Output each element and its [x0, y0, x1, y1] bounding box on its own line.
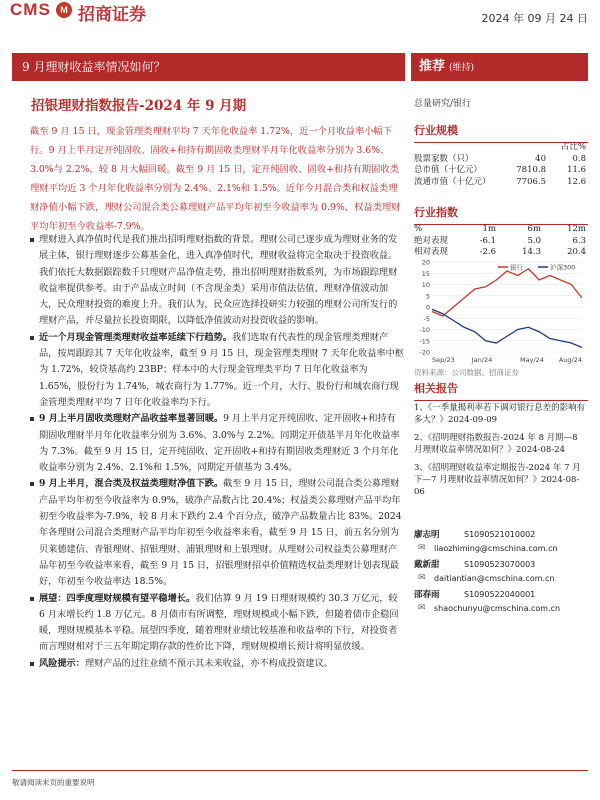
index-chart	[414, 258, 586, 366]
perf-header: % 1m 6m 12m	[414, 224, 586, 234]
analyst-name: 戴新甜	[414, 560, 440, 570]
x-tick-label: May/24	[520, 356, 544, 364]
footer-divider	[12, 770, 588, 771]
analyst-email[interactable]: ✉ daitiantian@cmschina.com.cn	[414, 572, 586, 585]
series-line-1	[432, 309, 582, 347]
analyst-entry	[414, 588, 586, 615]
paragraph-text: 截至 9 月 15 日，理财公司混合类公募理财产品平均年初至今收益率为 0.9%，破净产品数占比 20.4%；权益类公募理财产品平均年初至今收益率为-7.9%，较 8 月末下跌约 2.4 个百分点，破净产品数量占比 83%。2024 年各理财公司混合类理财产品平均年初至今收益率来看，截至 9 月 15 日，前五名分别为贝莱德建信、青银理财、招银理财、浦银理财和上银理财。从理财公司权益类公募理财产品年初至今收益率来看，截至 9 月 15 日，招银理财招卓价值精选权益类理财计划表现最好，年初至今收益率达 18.5%。	[39, 478, 402, 588]
body-paragraph	[30, 330, 404, 411]
legend-label: 沪深300	[550, 263, 576, 272]
analysts	[414, 528, 586, 618]
perf-title: 行业指数	[414, 204, 588, 225]
analyst-license: S1090521010002	[464, 530, 536, 539]
y-tick-label: 0	[425, 303, 430, 312]
related-report-link[interactable]: 2、《招明理财指数报告-2024 年 8 月期—8 月理财收益率情况如何？》2024-08-24	[414, 433, 578, 455]
industry-label: 总量研究/银行	[414, 99, 472, 109]
paragraph-text: 理财产品的过往业绩不预示其未来收益，亦不构成投资建议。	[84, 657, 333, 669]
paragraph-lead: 9 月上半月，混合类及权益类理财净值下跌。	[39, 478, 224, 490]
logo-en: CMS	[10, 0, 51, 19]
logo-cn: 招商证券	[78, 5, 146, 25]
paragraph-text: 我们估算 9 月 19 日理财规模约 30.3 万亿元，较 6 月末增长约 1.8 万亿元。8 月债市有所调整，理财规模或小幅下跌，但随着债市企稳回暖，理财规模基本平稳。展望四季度，随着理财业绩比较基准和收益率的下行，对投资者而言理财相对于三五年期定期存款的性价比下降，理财规模增长预计将明显放缓。	[39, 592, 399, 653]
paragraph-lead: 展望：四季度理财规模有望平稳增长。	[39, 592, 196, 604]
paragraph-lead: 风险提示：	[39, 657, 85, 669]
x-tick-label: Sep/23	[432, 356, 455, 364]
body-paragraph	[30, 232, 404, 330]
analyst-name: 廖志明	[414, 530, 440, 540]
analyst-entry	[414, 558, 586, 585]
x-tick-label: Jan/24	[471, 356, 493, 364]
y-tick-label: 10	[421, 281, 430, 289]
scale-col-header: 占比%	[560, 142, 586, 152]
summary: 截至 9 月 15 日，现金管理类理财平均 7 天年化收益率 1.72%，近一个月收益率小幅下行。9 月上半月定开纯固收、固收+和持有期固收类理财半月年化收益率分别为 3.6%、3.0%与 2.2%，较 8 月大幅回暖。截至 9 月 15 日，定开纯固收、固收+和持有期固收类理财平均近 3 个月年化收益率分别为 2.4%、2.1%和 1.5%。近年今月混合类和权益类理财净值小幅下跌，理财公司混合类公募理财产品平均年初至今收益率为 0.9%，权益类理财平均年初至今收益率-7.9%。	[30, 126, 401, 232]
scale-table	[414, 142, 586, 188]
scale-row: 股票家数（只） 40 0.8	[414, 153, 586, 164]
paragraph-lead: 9 月上半月固收类理财产品收益率显著回暖。	[39, 413, 224, 425]
body-paragraph	[30, 476, 404, 590]
paragraph-text: 理财进入真净值时代是我们推出招明理财指数的背景。理财公司已逐步成为理财业务的发展主体，银行理财逐步公募基金化，进入真净值时代，理财收益将完全取决于投资收益。我们依托大数据跟踪数千只理财产品净值走势，推出招明理财指数系列，为市场跟踪理财收益率提供参考。由于产品成立时间（不含现金类）采用市值法估值，理财净值波动加大，民众理财投资的难度上升。我们认为，民众应选择投研实力较强的理财公司所发行的理财产品，并尽量拉长投资期限，以降低净值波动对投资收益的影响。	[39, 234, 398, 327]
perf-row: 相对表现 -2.6 14.3 20.4	[414, 247, 586, 257]
rating-banner	[411, 53, 588, 81]
rating-sub: (维持)	[449, 63, 475, 73]
analyst-email[interactable]: ✉ liaozhiming@cmschina.com.cn	[414, 542, 586, 555]
related-report-link[interactable]: 1、《一季量揭利率若下调对银行息差的影响有多大？》2024-09-09	[414, 403, 586, 425]
analyst-license: S1090522040001	[464, 590, 536, 599]
header	[0, 0, 600, 42]
rating-label: 推荐	[419, 59, 446, 74]
scale-row: 流通市值（十亿元） 7706.5 12.6	[414, 176, 586, 187]
y-tick-label: 15	[421, 269, 430, 278]
report-title: 招银理财指数报告-2024 年 9 月期	[31, 98, 247, 114]
question-banner: 9 月理财收益率情况如何？	[12, 53, 405, 81]
footer-note: 敬请阅读末页的重要说明	[12, 778, 95, 787]
analyst-name: 邵春雨	[414, 590, 440, 600]
analyst-license: S1090523070003	[464, 560, 536, 569]
related-report-link[interactable]: 3、《招明理财收益率定期报告-2024 年 7 月下—7 月理财收益率情况如何？》2024-08-06	[414, 463, 581, 497]
legend-label: 银行	[510, 263, 523, 272]
series-line-0	[432, 269, 582, 316]
chart-source: 资料来源：公司数据、招商证券	[414, 368, 519, 377]
x-tick-label: Aug/24	[558, 356, 582, 364]
scale-title: 行业规模	[414, 122, 588, 143]
report-date: 2024 年 09 月 24 日	[481, 12, 588, 25]
analyst-email[interactable]: ✉ shaochunyu@cmschina.com.cn	[414, 602, 586, 615]
scale-row: 总市值（十亿元） 7810.8 11.6	[414, 165, 586, 175]
logo-mark: M	[56, 2, 72, 18]
body-paragraph	[30, 656, 404, 672]
paragraph-text: 我们选取有代表性的现金管理类理财产品，按周跟踪其 7 天年化收益率，截至 9 月 15 日，现金管理类理财 7 天年化收益率中枢为 1.72%，较贷基高约 23BP；样本中的大行现金管理类平均 7 日年化收益率为 1.65%，股份行为 1.74%，城农商行为 1.77%。近一个月，大行、股份行和城农商行现金管理类理财平均 7 日年化收益率均下行。	[39, 331, 404, 408]
y-tick-label: -5	[423, 314, 430, 323]
related-title: 相关报告	[414, 380, 588, 401]
body-text	[30, 232, 404, 672]
y-tick-label: -10	[419, 326, 430, 334]
body-paragraph	[30, 591, 404, 656]
paragraph-text: 9 月上半月定开纯固收、定开固收+和持有期固收理财半月年化收益率分别为 3.6%、3.0%与 2.2%。同期定开债基半月年化收益率为 7.3%。截至 9 月 15 日，定开纯固收、定开固收+和持有期固收类理财近 3 个月年化收益率分别为 2.4%、2.1%和 1.5%，同期定开债基为 3.4%。	[39, 413, 400, 474]
related-reports	[414, 402, 586, 504]
paragraph-lead: 近一个月现金管理类理财收益率延续下行趋势。	[39, 331, 232, 343]
analyst-entry	[414, 528, 586, 555]
body-paragraph	[30, 411, 404, 476]
y-tick-label: 5	[425, 292, 430, 301]
y-tick-label: -15	[419, 337, 430, 346]
y-tick-label: 20	[421, 258, 430, 267]
y-tick-label: -20	[419, 348, 430, 357]
perf-row: 绝对表现 -6.1 5.0 6.3	[414, 235, 586, 246]
perf-table	[414, 224, 586, 259]
